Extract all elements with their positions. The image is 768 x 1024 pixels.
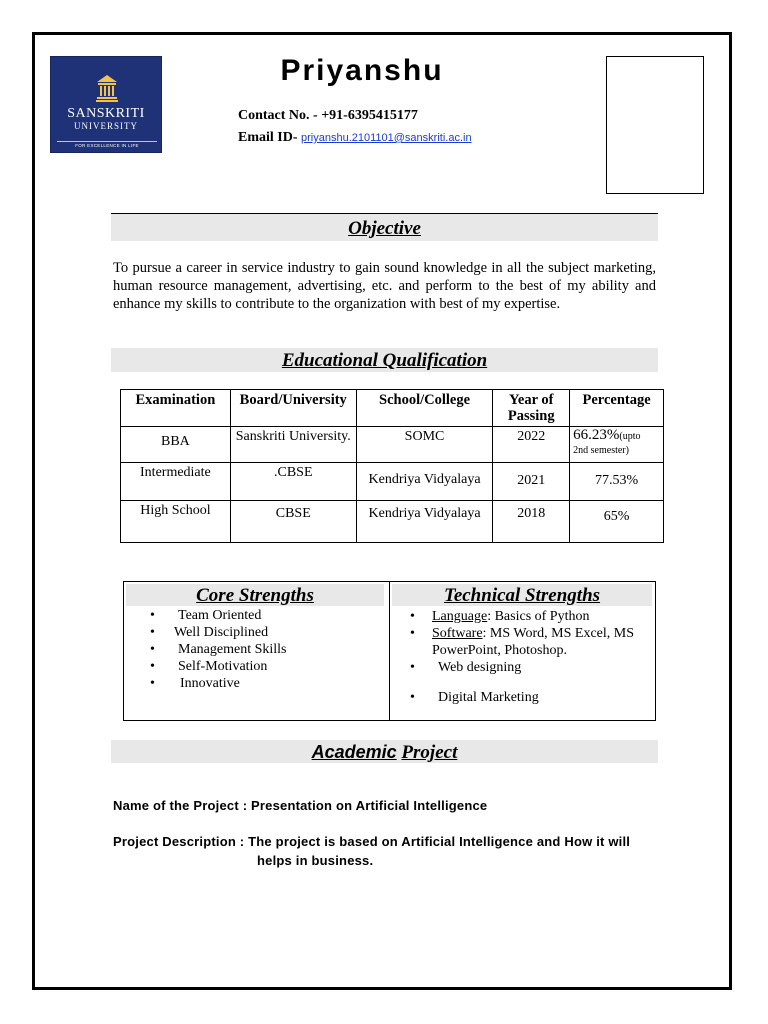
table-row — [121, 463, 664, 501]
table-row — [121, 427, 664, 463]
candidate-name: Priyanshu — [280, 54, 444, 87]
objective-text: To pursue a career in service industry to gain sound knowledge in all the subject marketing, human resource management, advertising, etc. and perform to the best of my ability and enhance my skills to contribute to the organization with best of my expertise. — [113, 260, 656, 312]
cell-board: CBSE — [230, 501, 356, 543]
table-row — [121, 501, 664, 543]
email-label: Email ID- — [238, 130, 298, 145]
cell-pct — [570, 427, 664, 463]
table-header-row — [121, 390, 664, 427]
logo-sub: UNIVERSITY — [74, 121, 138, 131]
list-item: • Digital Marketing — [410, 689, 650, 706]
list-item: • Well Disciplined — [150, 624, 380, 641]
cell-pct: 77.53% — [570, 463, 664, 501]
email-link[interactable]: priyanshu.2101101@sanskriti.ac.in — [301, 132, 472, 144]
contact-number: Contact No. - +91-6395415177 — [238, 108, 418, 123]
email-line — [238, 130, 472, 146]
photo-placeholder — [606, 56, 704, 194]
university-logo — [50, 56, 162, 153]
project-heading — [111, 740, 658, 763]
cell-school: Kendriya Vidyalaya — [356, 501, 493, 543]
education-table — [120, 389, 664, 543]
cell-year: 2021 — [493, 463, 570, 501]
col-percentage: Percentage — [570, 390, 664, 427]
project-heading-bold: Academic — [311, 742, 397, 762]
list-item: • Web designing — [410, 659, 650, 676]
col-examination: Examination — [121, 390, 231, 427]
cell-year: 2022 — [493, 427, 570, 463]
col-year: Year of Passing — [493, 390, 570, 427]
list-item: • Self-Motivation — [150, 658, 380, 675]
technical-strengths-heading: Technical Strengths — [392, 584, 652, 606]
pct-note: (upto — [619, 431, 641, 442]
pct-note-2: 2nd semester) — [573, 445, 629, 456]
list-item: • Management Skills — [150, 641, 380, 658]
education-heading: Educational Qualification — [111, 348, 658, 372]
pct-value: 66.23% — [573, 427, 620, 443]
col-board: Board/University — [230, 390, 356, 427]
cell-school: SOMC — [356, 427, 493, 463]
core-strengths-heading: Core Strengths — [126, 584, 384, 606]
logo-tagline: FOR EXCELLENCE IN LIFE — [57, 141, 157, 148]
project-description-cont: helps in business. — [257, 853, 374, 868]
project-heading-rest: Project — [401, 742, 458, 763]
cell-exam: BBA — [121, 427, 231, 463]
strengths-divider — [389, 582, 390, 720]
cell-board: .CBSE — [230, 463, 356, 501]
objective-heading: Objective — [111, 214, 658, 241]
project-name: Name of the Project : Presentation on Artificial Intelligence — [113, 798, 488, 813]
core-strengths-list — [150, 607, 380, 692]
logo-name: SANSKRITI — [67, 106, 145, 121]
cell-exam: High School — [121, 501, 231, 543]
col-school: School/College — [356, 390, 493, 427]
cell-year: 2018 — [493, 501, 570, 543]
list-item: • Software: MS Word, MS Excel, MS PowerPoint, Photoshop. — [410, 625, 650, 659]
list-item: • Innovative — [150, 675, 380, 692]
list-item: • Language: Basics of Python — [410, 608, 650, 625]
cell-school: Kendriya Vidyalaya — [356, 463, 493, 501]
technical-strengths-list — [410, 608, 650, 706]
project-description: Project Description : The project is based on Artificial Intelligence and How it will — [113, 834, 631, 849]
strengths-box — [123, 581, 656, 721]
list-item: • Team Oriented — [150, 607, 380, 624]
cell-exam: Intermediate — [121, 463, 231, 501]
building-icon — [95, 74, 119, 102]
cell-board: Sanskriti University. — [230, 427, 356, 463]
cell-pct: 65% — [570, 501, 664, 543]
